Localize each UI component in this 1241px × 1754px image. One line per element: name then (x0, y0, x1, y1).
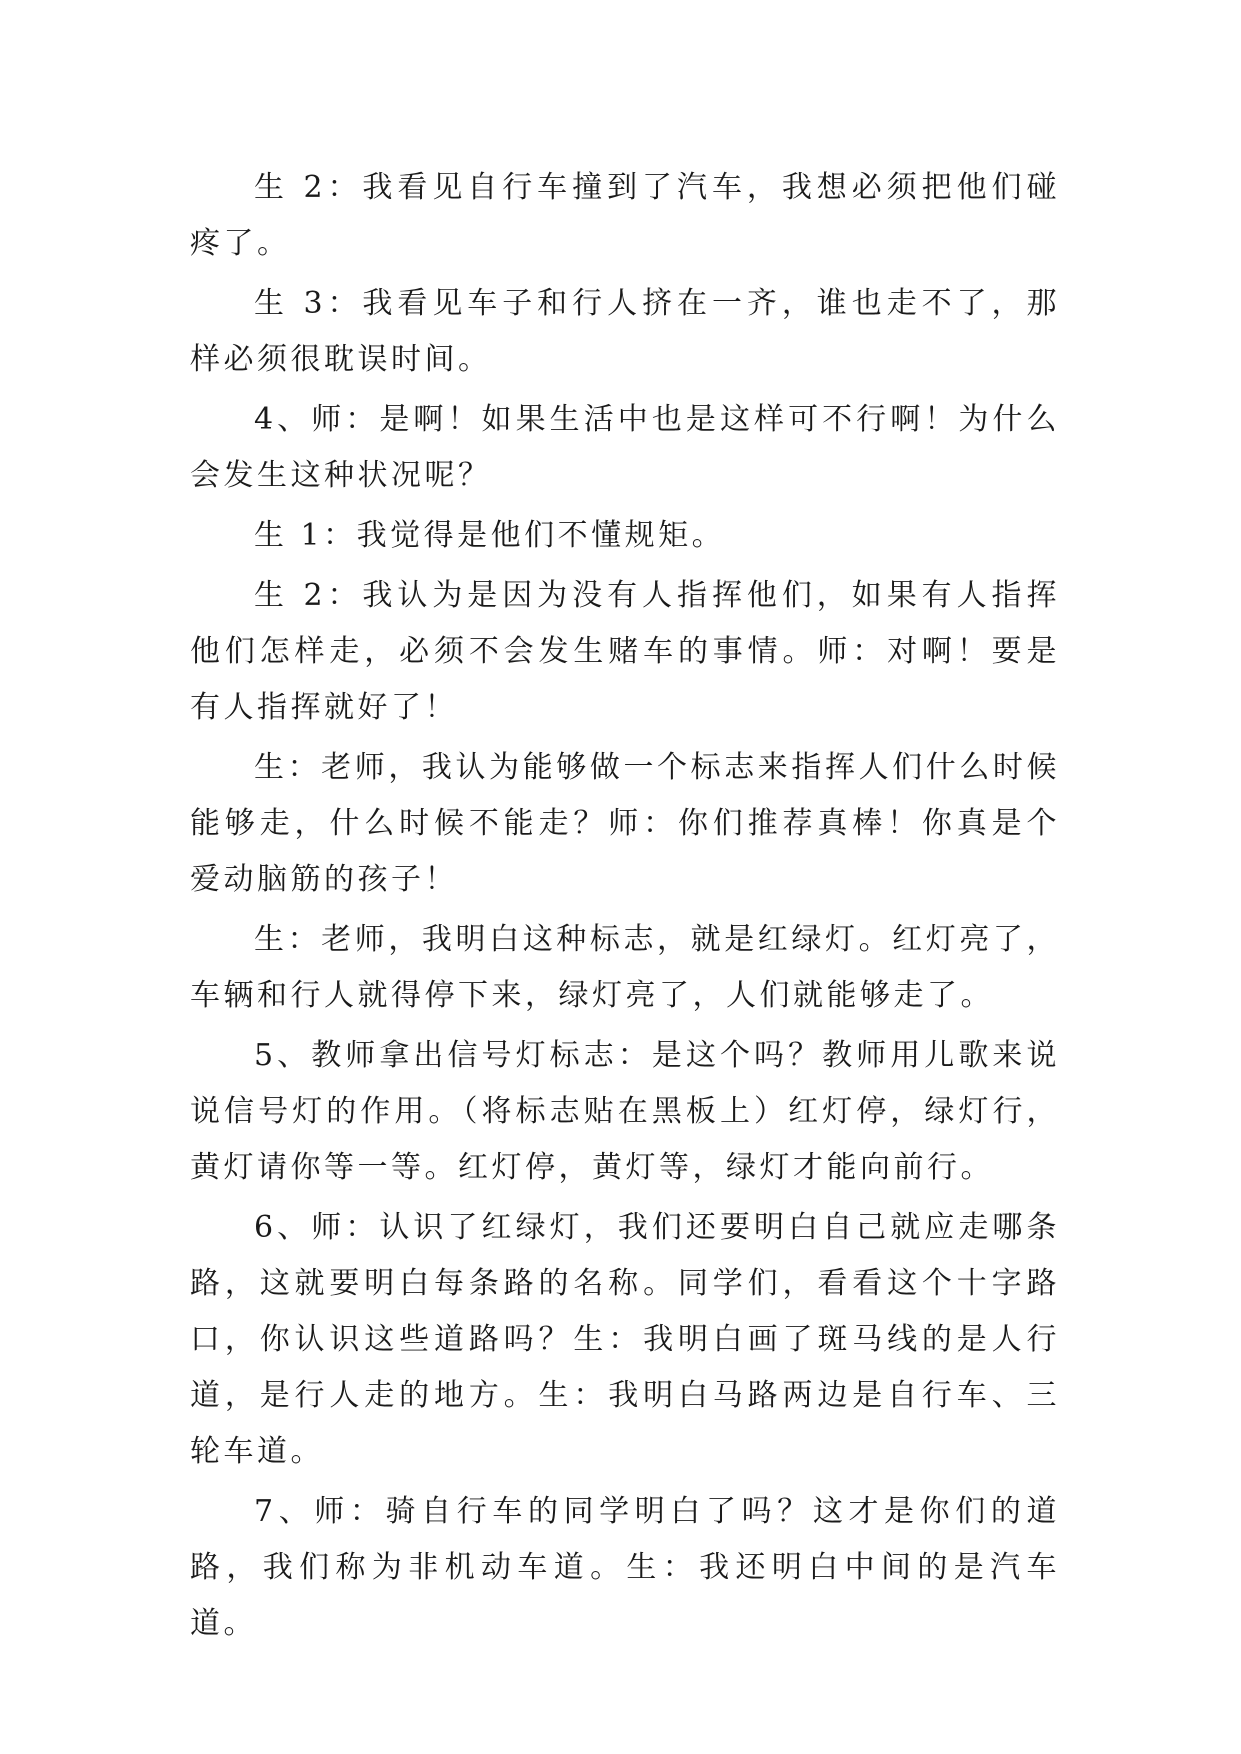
paragraph: 5、教师拿出信号灯标志：是这个吗？教师用儿歌来说说信号灯的作用。（将标志贴在黑板上）红灯停，绿灯行，黄灯请你等一等。红灯停，黄灯等，绿灯才能向前行。 (190, 1038, 1060, 1185)
paragraph: 4、师：是啊！如果生活中也是这样可不行啊！为什么会发生这种状况呢？ (190, 402, 1060, 493)
paragraph: 生 1：我觉得是他们不懂规矩。 (254, 518, 726, 553)
paragraph: 生：老师，我明白这种标志，就是红绿灯。红灯亮了，车辆和行人就得停下来，绿灯亮了，人们就能够走了。 (190, 922, 1060, 1013)
document-body (190, 160, 1060, 1656)
paragraph: 生 3：我看见车子和行人挤在一齐，谁也走不了，那样必须很耽误时间。 (190, 286, 1060, 377)
paragraph: 生 2：我看见自行车撞到了汽车，我想必须把他们碰疼了。 (190, 170, 1060, 261)
paragraph: 7、师：骑自行车的同学明白了吗？这才是你们的道路，我们称为非机动车道。生：我还明白中间的是汽车道。 (190, 1494, 1060, 1641)
paragraph: 6、师：认识了红绿灯，我们还要明白自己就应走哪条路，这就要明白每条路的名称。同学们，看看这个十字路口，你认识这些道路吗？生：我明白画了斑马线的是人行道，是行人走的地方。生：我明白马路两边是自行车、三轮车道。 (190, 1210, 1060, 1469)
paragraph: 生：老师，我认为能够做一个标志来指挥人们什么时候能够走，什么时候不能走？师：你们推荐真棒！你真是个爱动脑筋的孩子！ (190, 750, 1060, 897)
paragraph: 生 2：我认为是因为没有人指挥他们，如果有人指挥他们怎样走，必须不会发生赌车的事情。师：对啊！要是有人指挥就好了！ (190, 578, 1060, 725)
